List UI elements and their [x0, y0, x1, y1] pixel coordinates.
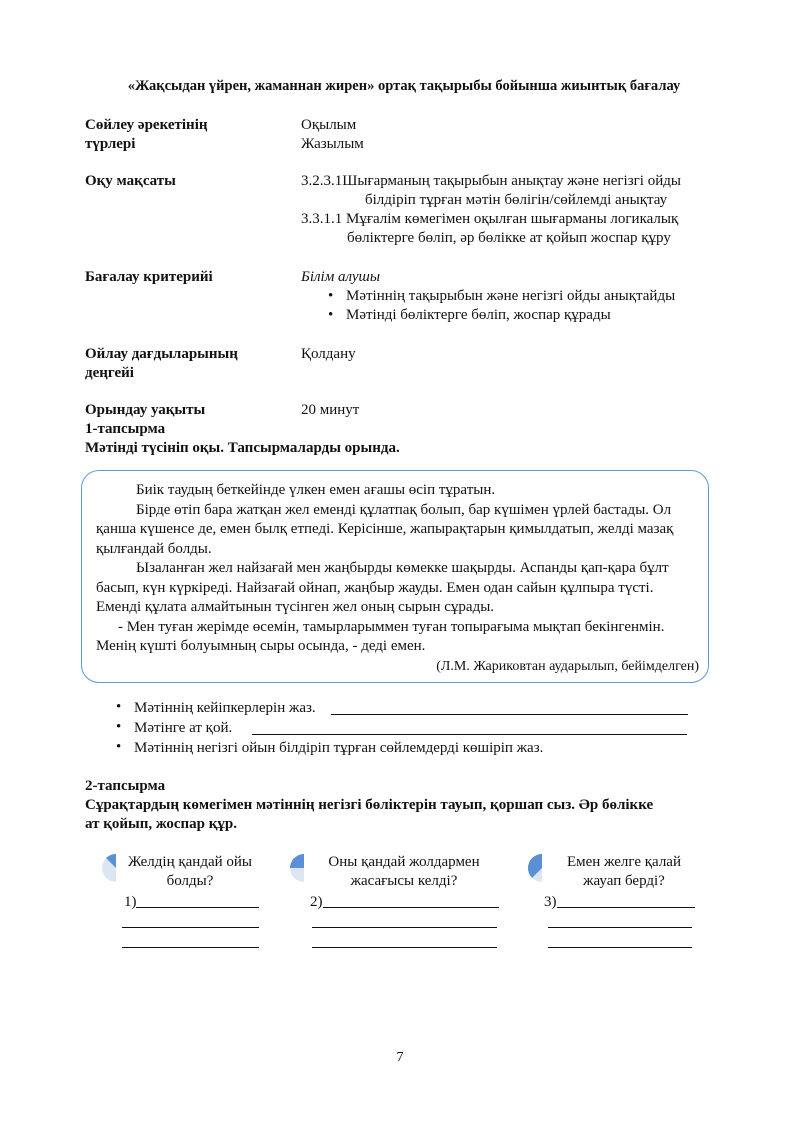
- pie-marker-icon: [286, 853, 306, 883]
- time-label: Орындау уақыты: [85, 402, 206, 418]
- task1-heading: 1-тапсырма: [85, 421, 166, 437]
- answer-number: 2): [310, 894, 323, 910]
- story-paragraph: - Мен туған жерімде өсемін, тамырларыммен туған топырағыма мықтап бекінгенмін. Менің күшті болуымның сыры осында, - деді емен.: [96, 618, 665, 654]
- objective-label: Оқу мақсаты: [85, 173, 176, 189]
- story-paragraph: Бірде өтіп бара жатқан жел еменді құлатпақ болып, бар күшімен үрлей бастады. Ол қанша күшенсе де, емен былқ етпеді. Керісінше, жапырақтарын қимылдатып, желді мазақ қылғандай болды.: [96, 501, 674, 557]
- answer-line[interactable]: [122, 947, 259, 948]
- bullet-icon: •: [116, 699, 122, 715]
- answer-line[interactable]: [548, 947, 692, 948]
- objective-1-line2: білдіріп тұрған мәтін бөлігін/сөйлемді анықтау: [365, 192, 668, 208]
- bullet-icon: •: [116, 739, 122, 755]
- speech-types-values: [301, 116, 364, 154]
- answer-line[interactable]: [548, 927, 692, 928]
- criteria-item: • Мәтіннің тақырыбын және негізгі ойды анықтайды: [328, 288, 676, 304]
- question-box: [534, 853, 714, 891]
- bullet-icon: •: [328, 307, 334, 323]
- story-paragraph: Ызаланған жел найзағай мен жаңбырды көмекке шақырды. Аспанды қап-қара бұлт басып, күн күркіреді. Найзағай ойнап, жаңбыр жауды. Емен одан сайын құлпыра түсті. Еменді құлата алмайтынын түсінген жел оның сырын сұрады.: [96, 560, 669, 615]
- question-line: болды?: [166, 873, 214, 889]
- bullet-icon: •: [328, 288, 334, 304]
- question-line: Емен желге қалай: [566, 854, 681, 870]
- answer-number: 3): [544, 894, 557, 910]
- answer-number: 1): [124, 894, 137, 910]
- bullet-icon: •: [116, 719, 122, 735]
- question-line: Оны қандай жолдармен: [328, 854, 480, 870]
- skills-label: [85, 345, 238, 383]
- question-line: жасағысы келді?: [350, 873, 458, 889]
- question-line: жауап берді?: [583, 873, 665, 889]
- story-text: [96, 481, 699, 676]
- criteria-intro: Білім алушы: [301, 269, 381, 285]
- page-number: 7: [396, 1050, 404, 1065]
- speech-types-label-line1: Сөйлеу әрекетінің: [85, 117, 208, 133]
- speech-type-writing: Жазылым: [301, 136, 364, 152]
- question-text: Мәтіннің негізгі ойын білдіріп тұрған сөйлемдерді көшіріп жаз.: [134, 740, 544, 756]
- objective-2-line2: бөліктерге бөліп, әр бөлікке ат қойып жоспар құру: [347, 230, 671, 246]
- answer-line[interactable]: [331, 714, 688, 715]
- question-text: Мәтіннің кейіпкерлерін жаз.: [134, 700, 316, 716]
- objective-2-line1: 3.3.1.1 Мұғалім көмегімен оқылған шығарманы логикалық: [301, 211, 679, 227]
- time-value: 20 минут: [301, 402, 360, 418]
- story-source: (Л.М. Жариковтан аударылып, бейімделген): [436, 658, 699, 674]
- answer-line[interactable]: [312, 947, 497, 948]
- answer-line[interactable]: [122, 927, 259, 928]
- criteria-label: Бағалау критерийі: [85, 269, 213, 285]
- question-line: Желдің қандай ойы: [127, 854, 253, 870]
- answer-line[interactable]: [323, 907, 499, 908]
- task1-instruction: Мәтінді түсініп оқы. Тапсырмаларды орында.: [85, 440, 400, 456]
- question-box: [304, 853, 504, 891]
- answer-line[interactable]: [252, 734, 687, 735]
- skills-value: Қолдану: [301, 346, 356, 362]
- task2-heading: 2-тапсырма: [85, 778, 166, 794]
- story-paragraph: Биік таудың беткейінде үлкен емен ағашы өсіп тұратын.: [136, 482, 496, 498]
- skills-label-line1: Ойлау дағдыларының: [85, 346, 238, 362]
- objective-1-line1: 3.2.3.1Шығарманың тақырыбын анықтау және негізгі ойды: [301, 173, 681, 189]
- answer-line[interactable]: [312, 927, 497, 928]
- question-text: Мәтінге ат қой.: [134, 720, 233, 736]
- speech-type-reading: Оқылым: [301, 117, 357, 133]
- speech-types-label-line2: түрлері: [85, 136, 136, 152]
- page-title: «Жақсыдан үйрен, жаманнан жирен» ортақ тақырыбы бойынша жиынтық бағалау: [127, 78, 681, 94]
- pie-fill: [290, 854, 304, 868]
- question-box: [110, 853, 270, 891]
- task2-instruction-line2: ат қойып, жоспар құр.: [85, 816, 237, 832]
- speech-types-label: [85, 116, 208, 154]
- criteria-item: • Мәтінді бөліктерге бөліп, жоспар құрады: [328, 307, 611, 323]
- task2-instruction-line1: Сұрақтардың көмегімен мәтіннің негізгі бөліктерін тауып, қоршап сыз. Әр бөлікке: [85, 797, 654, 813]
- criteria-list: [324, 287, 675, 325]
- answer-line[interactable]: [136, 907, 259, 908]
- answer-line[interactable]: [557, 907, 695, 908]
- skills-label-line2: деңгейі: [85, 365, 134, 381]
